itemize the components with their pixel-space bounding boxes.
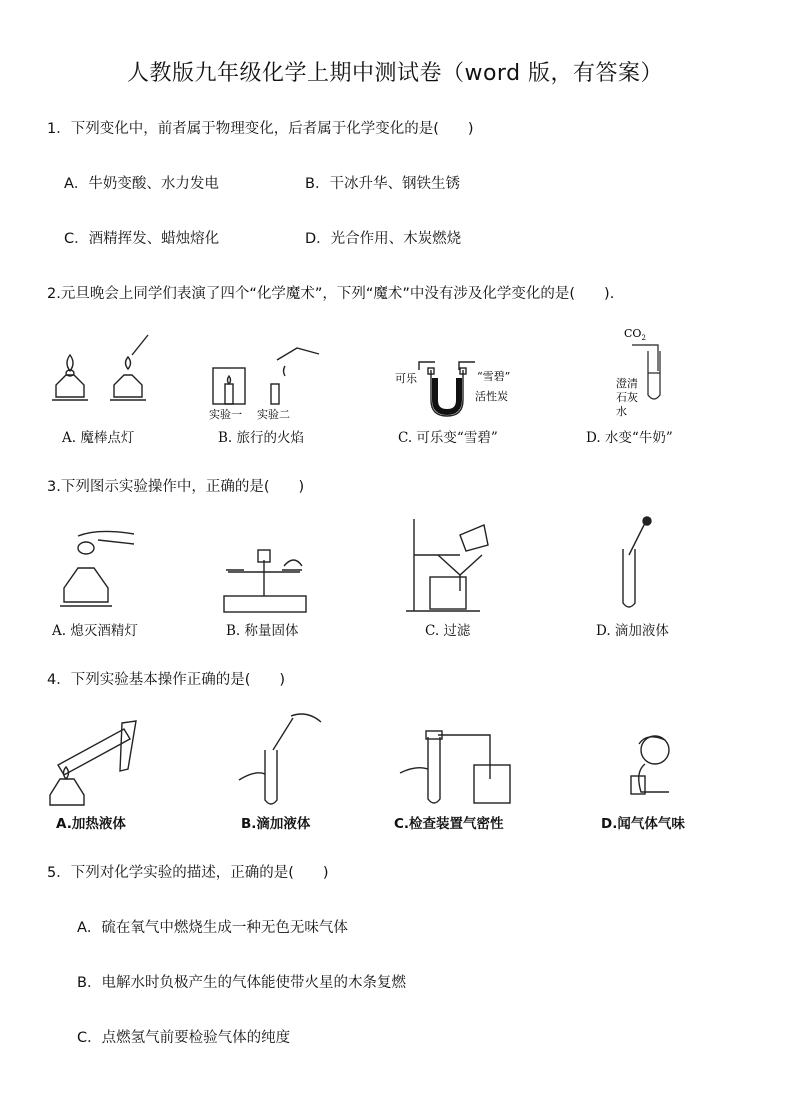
q3-caption-d: D. 滴加液体: [596, 623, 669, 639]
q3-caption-b: B. 称量固体: [226, 623, 299, 639]
q2-label-cola: 可乐: [395, 372, 417, 385]
question-1-stem: 1．下列变化中，前者属于物理变化，后者属于化学变化的是( ): [47, 121, 474, 137]
q2-label-exp1: 实验一: [209, 408, 242, 421]
question-5-stem: 5．下列对化学实验的描述，正确的是( ): [47, 865, 329, 881]
q2-caption-b: B. 旅行的火焰: [218, 430, 305, 446]
q4-d-smelling-gas-figure: [625, 732, 685, 807]
q1-option-a: A．牛奶变酸、水力发电: [64, 176, 219, 192]
q4-a-heating-liquid-figure: [44, 715, 144, 810]
page-title: 人教版九年级化学上期中测试卷（word 版，有答案）: [126, 61, 664, 86]
q5-option-a: A．硫在氧气中燃烧生成一种无色无味气体: [77, 920, 348, 936]
q2-label-limewater-3: 水: [616, 405, 627, 418]
q2-label-exp2: 实验二: [257, 408, 290, 421]
q1-option-c: C．酒精挥发、蜡烛熔化: [64, 231, 220, 247]
q3-d-dropper-figure: [615, 515, 660, 615]
q2-b-candles-figure: [205, 340, 325, 425]
q4-caption-a: A.加热液体: [56, 816, 126, 832]
q3-caption-a: A. 熄灭酒精灯: [52, 623, 138, 639]
q3-b-balance-figure: [220, 540, 310, 615]
q4-b-dropper-figure: [235, 710, 325, 810]
q2-label-sprite: “雪碧”: [477, 370, 511, 383]
q2-caption-c: C. 可乐变“雪碧”: [398, 430, 498, 446]
q4-caption-c: C.检查装置气密性: [394, 816, 504, 832]
q5-option-b: B．电解水时负极产生的气体能使带火星的木条复燃: [77, 975, 406, 991]
q1-option-b: B．干冰升华、钢铁生锈: [305, 176, 460, 192]
q4-c-airtightness-figure: [398, 725, 518, 810]
q2-caption-d: D. 水变“牛奶”: [586, 430, 673, 446]
q3-caption-c: C. 过滤: [425, 623, 471, 639]
q5-option-c: C．点燃氢气前要检验气体的纯度: [77, 1030, 291, 1046]
q2-label-co2: $CO_2$: [624, 327, 646, 342]
q2-label-limewater-2: 石灰: [616, 391, 638, 404]
question-4-stem: 4．下列实验基本操作正确的是( ): [47, 672, 286, 688]
q2-c-u-tube-figure: [395, 360, 525, 420]
q2-d-test-tube-figure: [610, 325, 680, 418]
q1-option-d: D．光合作用、木炭燃烧: [305, 231, 462, 247]
q2-a-alcohol-lamps-figure: [48, 335, 158, 410]
q2-label-limewater-1: 澄清: [616, 377, 638, 390]
question-2-stem: 2.元旦晚会上同学们表演了四个“化学魔术”，下列“魔术”中没有涉及化学变化的是( ).: [47, 286, 615, 302]
q2-caption-a: A. 魔棒点灯: [62, 430, 135, 446]
q3-c-filtration-figure: [400, 515, 490, 615]
q2-label-carbon: 活性炭: [475, 390, 508, 403]
q3-a-extinguish-lamp-figure: [58, 528, 143, 613]
q4-caption-d: D.闻气体气味: [601, 816, 685, 832]
question-3-stem: 3.下列图示实验操作中，正确的是( ): [47, 479, 305, 495]
q4-caption-b: B.滴加液体: [241, 816, 311, 832]
